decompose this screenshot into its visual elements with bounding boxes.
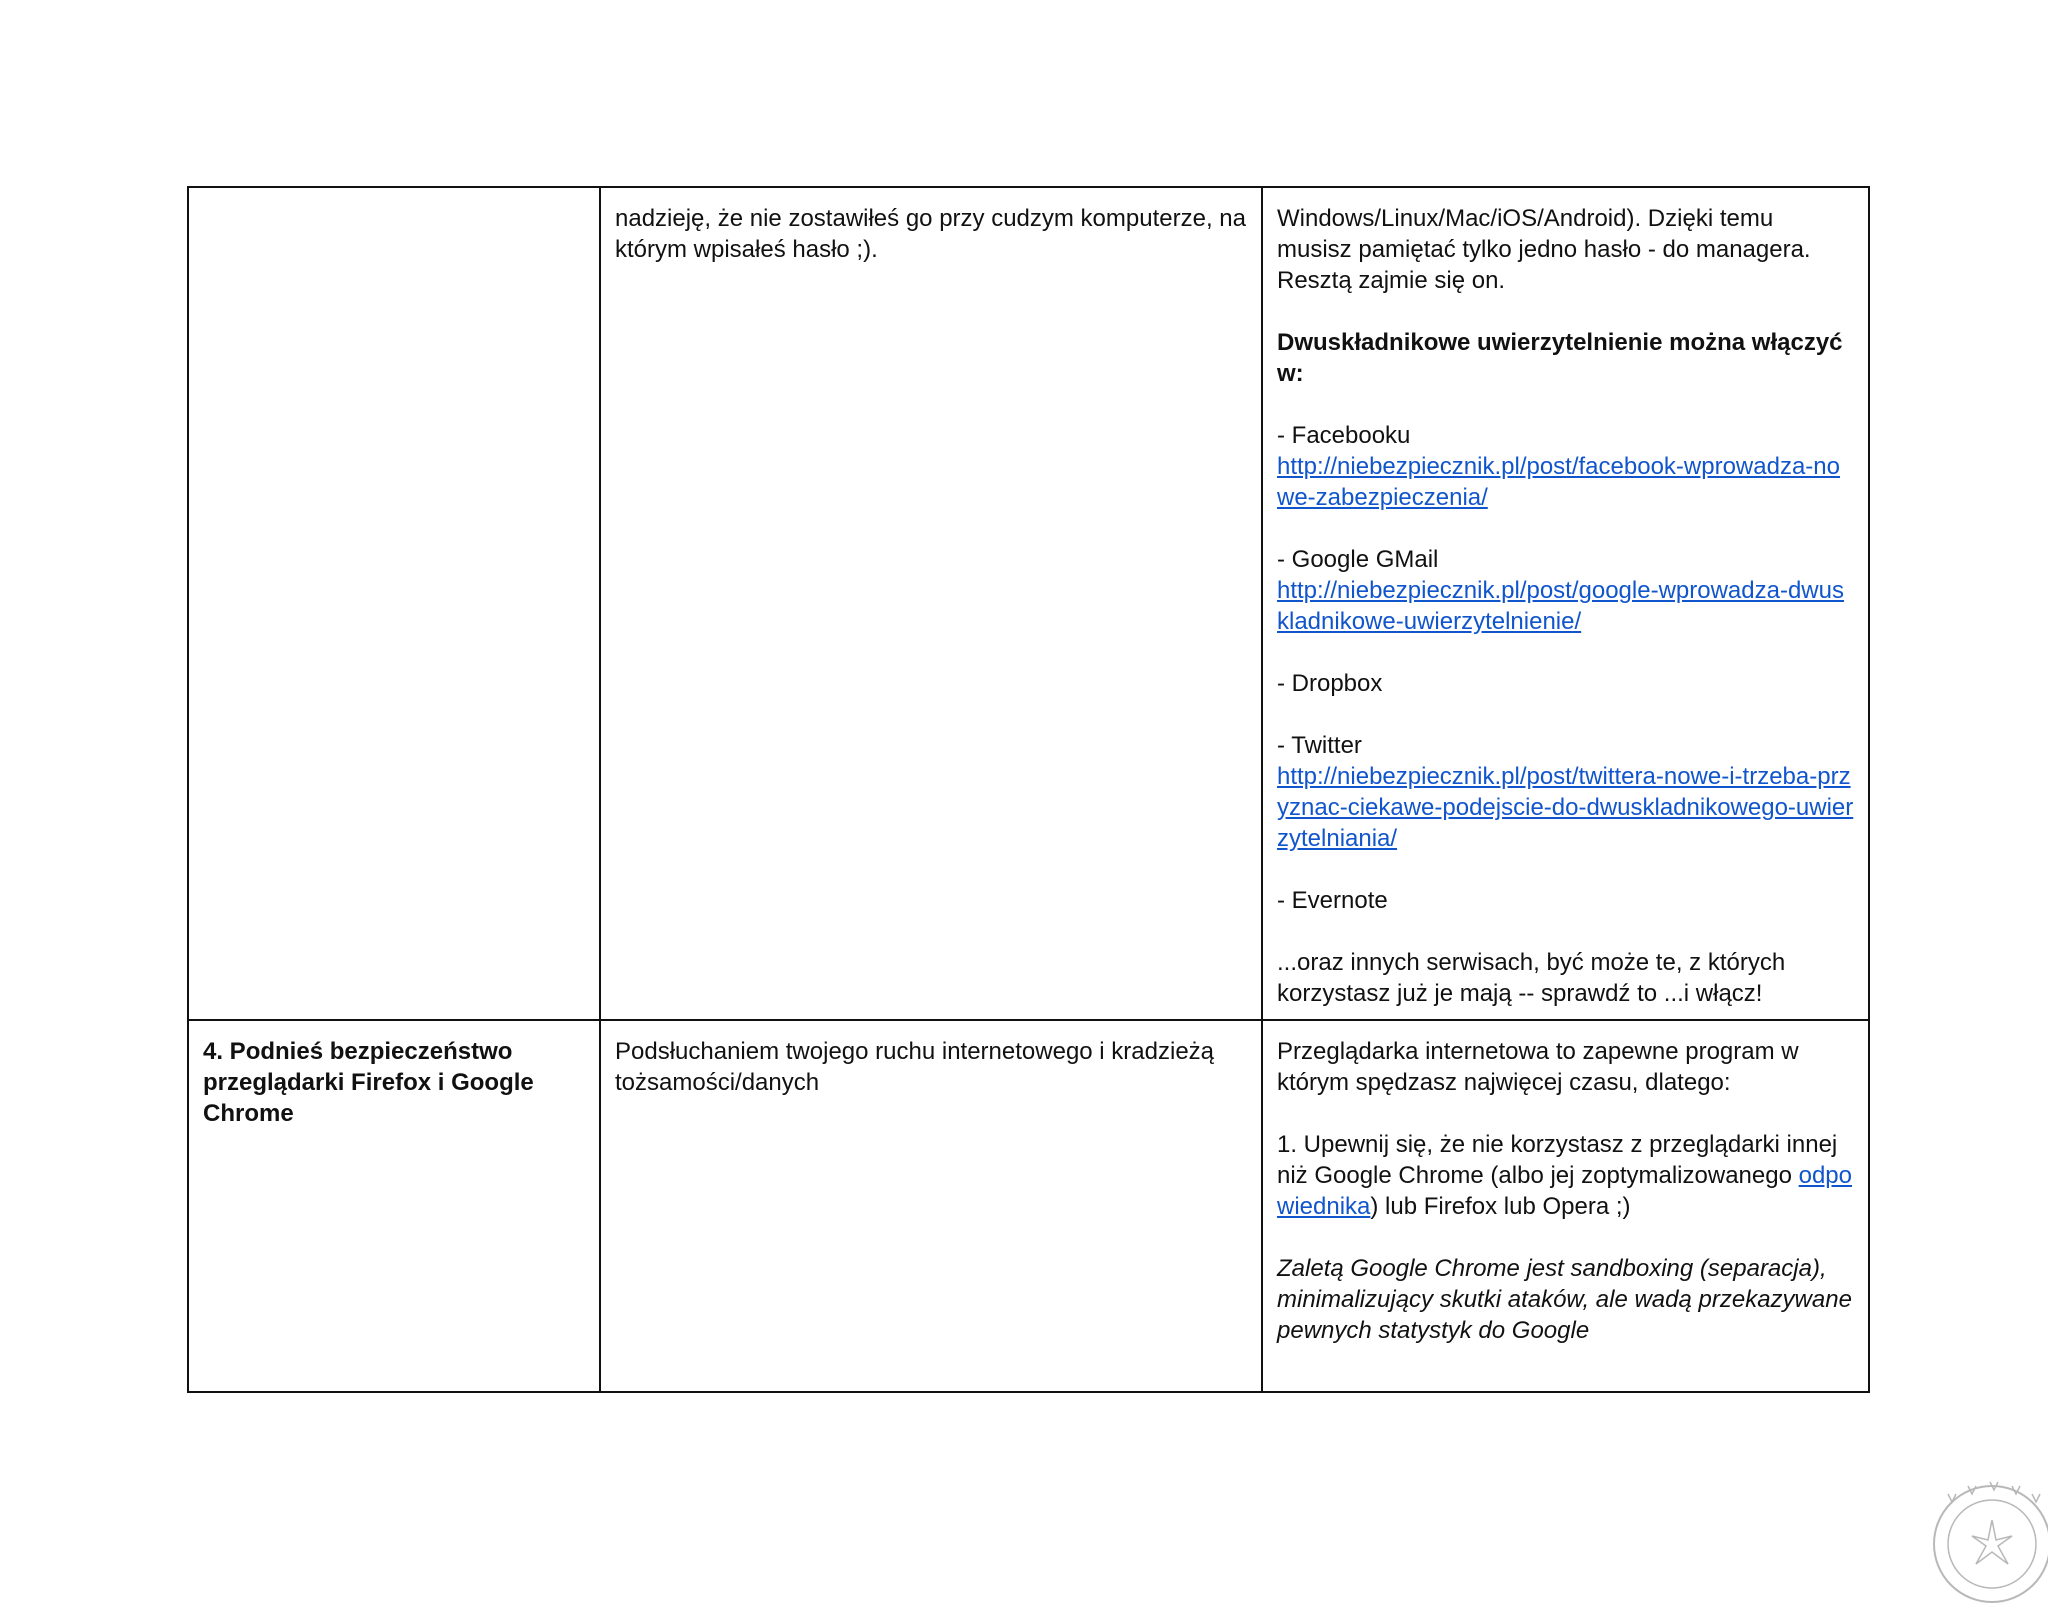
table-cell bbox=[600, 187, 1262, 1020]
table-cell bbox=[1262, 1020, 1869, 1392]
section-heading: Dwuskładnikowe uwierzytelnienie można włączyć w: bbox=[1277, 329, 1843, 387]
facebook-link[interactable]: http://niebezpiecznik.pl/post/facebook-wprowadza-nowe-zabezpieczenia/ bbox=[1277, 453, 1840, 511]
service-name-twitter: - Twitter bbox=[1277, 732, 1362, 759]
table-cell-empty bbox=[188, 187, 600, 1020]
table-row bbox=[188, 1020, 1869, 1392]
stamp-seal-icon bbox=[1928, 1480, 2048, 1608]
twitter-link[interactable]: http://niebezpiecznik.pl/post/twittera-nowe-i-trzeba-przyznac-ciekawe-podejscie-do-dwuskladnikowego-uwierzytelniania/ bbox=[1277, 763, 1854, 852]
step-title: 4. Podnieś bezpieczeństwo przeglądarki Firefox i Google Chrome bbox=[203, 1038, 534, 1127]
table-cell bbox=[1262, 187, 1869, 1020]
cell-text: Windows/Linux/Mac/iOS/Android). Dzięki temu musisz pamiętać tylko jedno hasło - do managera. Resztą zajmie się on. bbox=[1277, 205, 1811, 294]
point-1: 1. Upewnij się, że nie korzystasz z przeglądarki innej niż Google Chrome (albo jej zoptymalizowanego odpowiednika) lub Firefox lub Opera ;) bbox=[1277, 1131, 1852, 1220]
odpowiednika-link[interactable]: odpowiednika bbox=[1277, 1162, 1852, 1220]
cell-text: Przeglądarka internetowa to zapewne program w którym spędzasz najwięcej czasu, dlatego: bbox=[1277, 1038, 1799, 1096]
table-cell bbox=[600, 1020, 1262, 1392]
document-table bbox=[187, 186, 1870, 1393]
threat-text: Podsłuchaniem twojego ruchu internetowego i kradzieżą tożsamości/danych bbox=[615, 1038, 1215, 1096]
service-name-dropbox: - Dropbox bbox=[1277, 670, 1383, 697]
cell-text: nadzieję, że nie zostawiłeś go przy cudzym komputerze, na którym wpisałeś hasło ;). bbox=[615, 205, 1246, 263]
service-name-facebook: - Facebooku bbox=[1277, 422, 1411, 449]
table-cell bbox=[188, 1020, 600, 1392]
table-row bbox=[188, 187, 1869, 1020]
service-name-gmail: - Google GMail bbox=[1277, 546, 1439, 573]
cell-text: ...oraz innych serwisach, być może te, z których korzystasz już je mają -- sprawdź to ...i włącz! bbox=[1277, 949, 1786, 1007]
service-name-evernote: - Evernote bbox=[1277, 887, 1388, 914]
chrome-note: Zaletą Google Chrome jest sandboxing (separacja), minimalizujący skutki ataków, ale wadą przekazywane pewnych statystyk do Google bbox=[1277, 1255, 1852, 1344]
gmail-link[interactable]: http://niebezpiecznik.pl/post/google-wprowadza-dwuskladnikowe-uwierzytelnienie/ bbox=[1277, 577, 1844, 635]
